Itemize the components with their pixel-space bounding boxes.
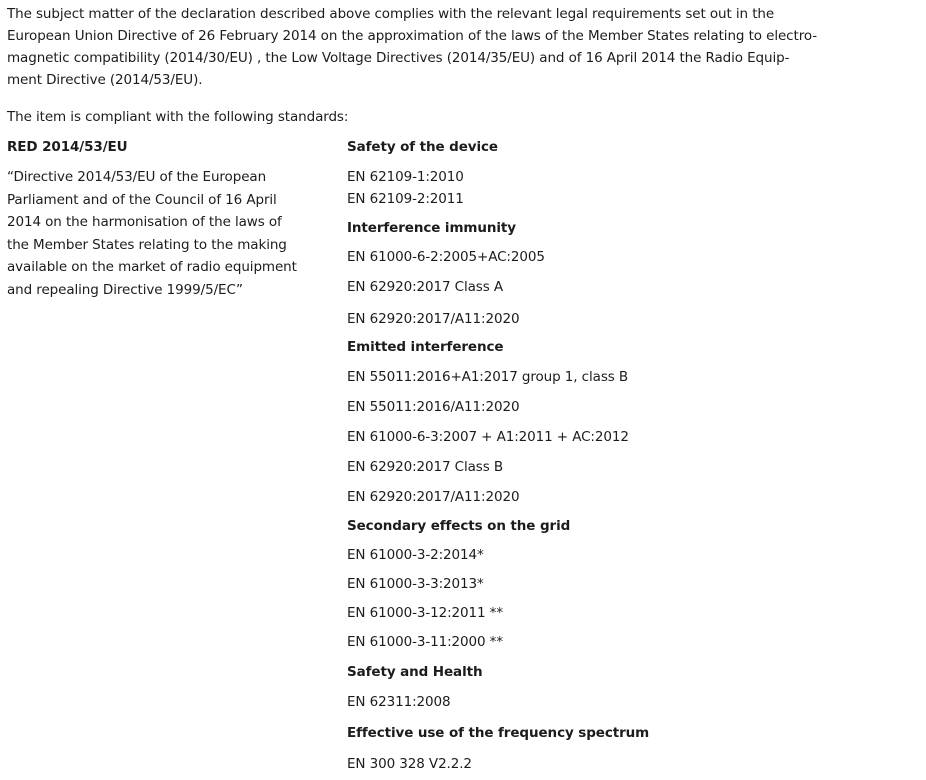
compliant-statement: The item is compliant with the following standards:: [7, 109, 349, 125]
intro-line: magnetic compatibility (2014/30/EU) , the Low Voltage Directives (2014/35/EU) and of 16 April 2014 the Radio Equip-: [7, 50, 790, 66]
standard-item: EN 61000-6-2:2005+AC:2005: [347, 249, 545, 265]
standard-item: EN 62920:2017 Class A: [347, 279, 504, 295]
standard-item: EN 61000-3-12:2011 **: [347, 605, 503, 621]
standard-item: EN 55011:2016/A11:2020: [347, 399, 520, 415]
intro-paragraph: [7, 3, 919, 91]
standard-item: EN 62109-2:2011: [347, 191, 464, 207]
standard-item: EN 61000-3-2:2014*: [347, 547, 484, 563]
heading-secondary-effects: Secondary effects on the grid: [347, 518, 571, 534]
quote-line: 2014 on the harmonisation of the laws of: [7, 214, 282, 230]
heading-safety-health: Safety and Health: [347, 664, 483, 680]
directive-quote: [7, 166, 342, 301]
standard-item: EN 61000-6-3:2007 + A1:2011 + AC:2012: [347, 429, 629, 445]
heading-emitted-interference: Emitted interference: [347, 339, 504, 355]
intro-line: ment Directive (2014/53/EU).: [7, 72, 203, 88]
standard-item: EN 62109-1:2010: [347, 169, 464, 185]
standard-item: EN 62920:2017 Class B: [347, 459, 504, 475]
quote-line: available on the market of radio equipment: [7, 259, 297, 275]
standard-item: EN 55011:2016+A1:2017 group 1, class B: [347, 369, 629, 385]
standard-item: EN 62311:2008: [347, 694, 451, 710]
quote-line: Parliament and of the Council of 16 April: [7, 191, 277, 208]
standard-item: EN 62920:2017/A11:2020: [347, 489, 520, 505]
standard-item: EN 62920:2017/A11:2020: [347, 311, 520, 327]
directive-column: [7, 137, 342, 301]
intro-line: The subject matter of the declaration described above complies with the relevant legal requirements set out in the: [7, 6, 775, 22]
heading-frequency-spectrum: Effective use of the frequency spectrum: [347, 725, 650, 741]
standard-item: EN 61000-3-3:2013*: [347, 576, 484, 592]
intro-line: European Union Directive of 26 February 2014 on the approximation of the laws of the Member States relating to electro-: [7, 28, 818, 44]
quote-line: the Member States relating to the making: [7, 236, 287, 253]
directive-heading: RED 2014/53/EU: [7, 139, 128, 155]
standard-item: EN 61000-3-11:2000 **: [347, 634, 503, 650]
quote-line: “Directive 2014/53/EU of the European: [7, 169, 267, 185]
quote-line: and repealing Directive 1999/5/EC”: [7, 281, 243, 298]
heading-safety-device: Safety of the device: [347, 139, 498, 155]
standard-item: EN 300 328 V2.2.2: [347, 756, 472, 772]
heading-interference-immunity: Interference immunity: [347, 220, 516, 236]
